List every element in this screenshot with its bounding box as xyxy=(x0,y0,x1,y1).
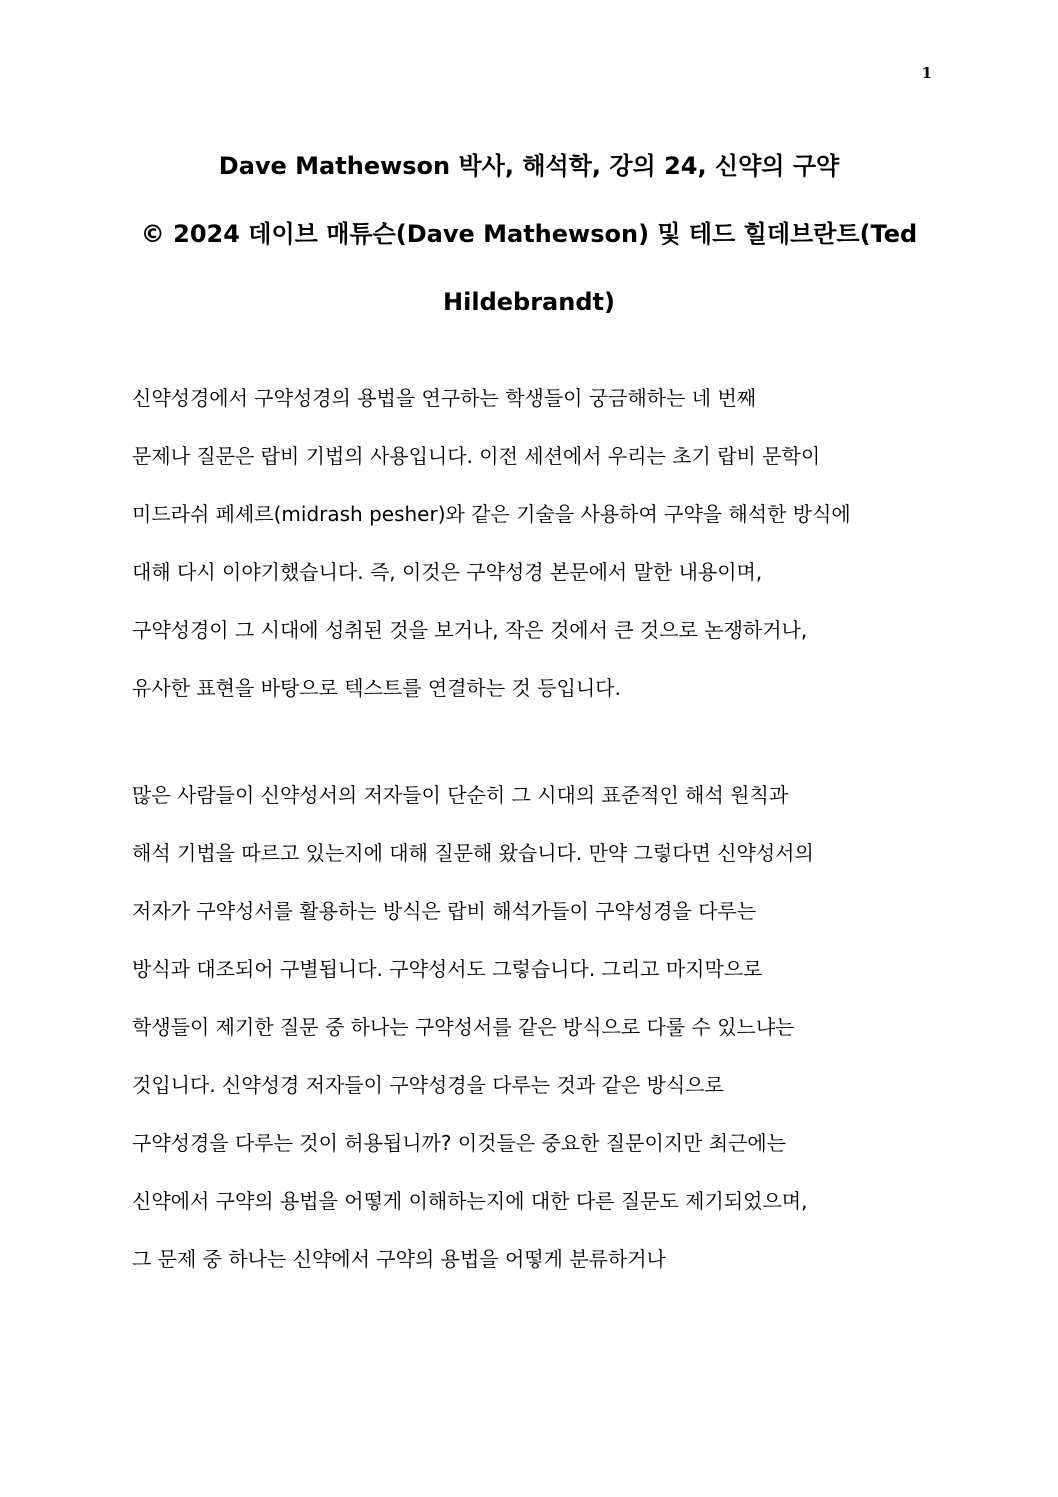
text-line: 문제나 질문은 랍비 기법의 사용입니다. 이전 세션에서 우리는 초기 랍비 문학이 xyxy=(132,444,821,468)
text-line: 저자가 구약성서를 활용하는 방식은 랍비 해석가들이 구약성경을 다루는 xyxy=(132,899,757,923)
page-number: 1 xyxy=(921,64,932,82)
text-line: 그 문제 중 하나는 신약에서 구약의 용법을 어떻게 분류하거나 xyxy=(132,1247,666,1271)
text-line: 구약성경을 다루는 것이 허용됩니까? 이것들은 중요한 질문이지만 최근에는 xyxy=(132,1131,787,1155)
text-line: 신약성경에서 구약성경의 용법을 연구하는 학생들이 궁금해하는 네 번째 xyxy=(132,386,757,410)
paragraph-2 xyxy=(132,766,932,1288)
text-line: 구약성경이 그 시대에 성취된 것을 보거나, 작은 것에서 큰 것으로 논쟁하거나, xyxy=(132,618,808,642)
text-line: 많은 사람들이 신약성서의 저자들이 단순히 그 시대의 표준적인 해석 원칙과 xyxy=(132,783,789,807)
text-line: 것입니다. 신약성경 저자들이 구약성경을 다루는 것과 같은 방식으로 xyxy=(132,1073,724,1097)
title-block xyxy=(118,132,940,336)
text-line: 신약에서 구약의 용법을 어떻게 이해하는지에 대한 다른 질문도 제기되었으며, xyxy=(132,1189,808,1213)
text-line: 방식과 대조되어 구별됩니다. 구약성서도 그렇습니다. 그리고 마지막으로 xyxy=(132,957,763,981)
text-line: 학생들이 제기한 질문 중 하나는 구약성서를 같은 방식으로 다룰 수 있느냐는 xyxy=(132,1015,795,1039)
paragraph-1 xyxy=(132,369,932,717)
title-line-1: Dave Mathewson 박사, 해석학, 강의 24, 신약의 구약 xyxy=(218,152,840,180)
title-line-3: Hildebrandt) xyxy=(443,288,615,316)
title-line-2: © 2024 데이브 매튜슨(Dave Mathewson) 및 테드 힐데브란트(Ted xyxy=(140,220,918,248)
text-line: 해석 기법을 따르고 있는지에 대해 질문해 왔습니다. 만약 그렇다면 신약성서의 xyxy=(132,841,814,865)
text-line: 미드라쉬 페셰르(midrash pesher)와 같은 기술을 사용하여 구약을 해석한 방식에 xyxy=(132,502,851,526)
text-line: 유사한 표현을 바탕으로 텍스트를 연결하는 것 등입니다. xyxy=(132,676,621,700)
text-line: 대해 다시 이야기했습니다. 즉, 이것은 구약성경 본문에서 말한 내용이며, xyxy=(132,560,763,584)
